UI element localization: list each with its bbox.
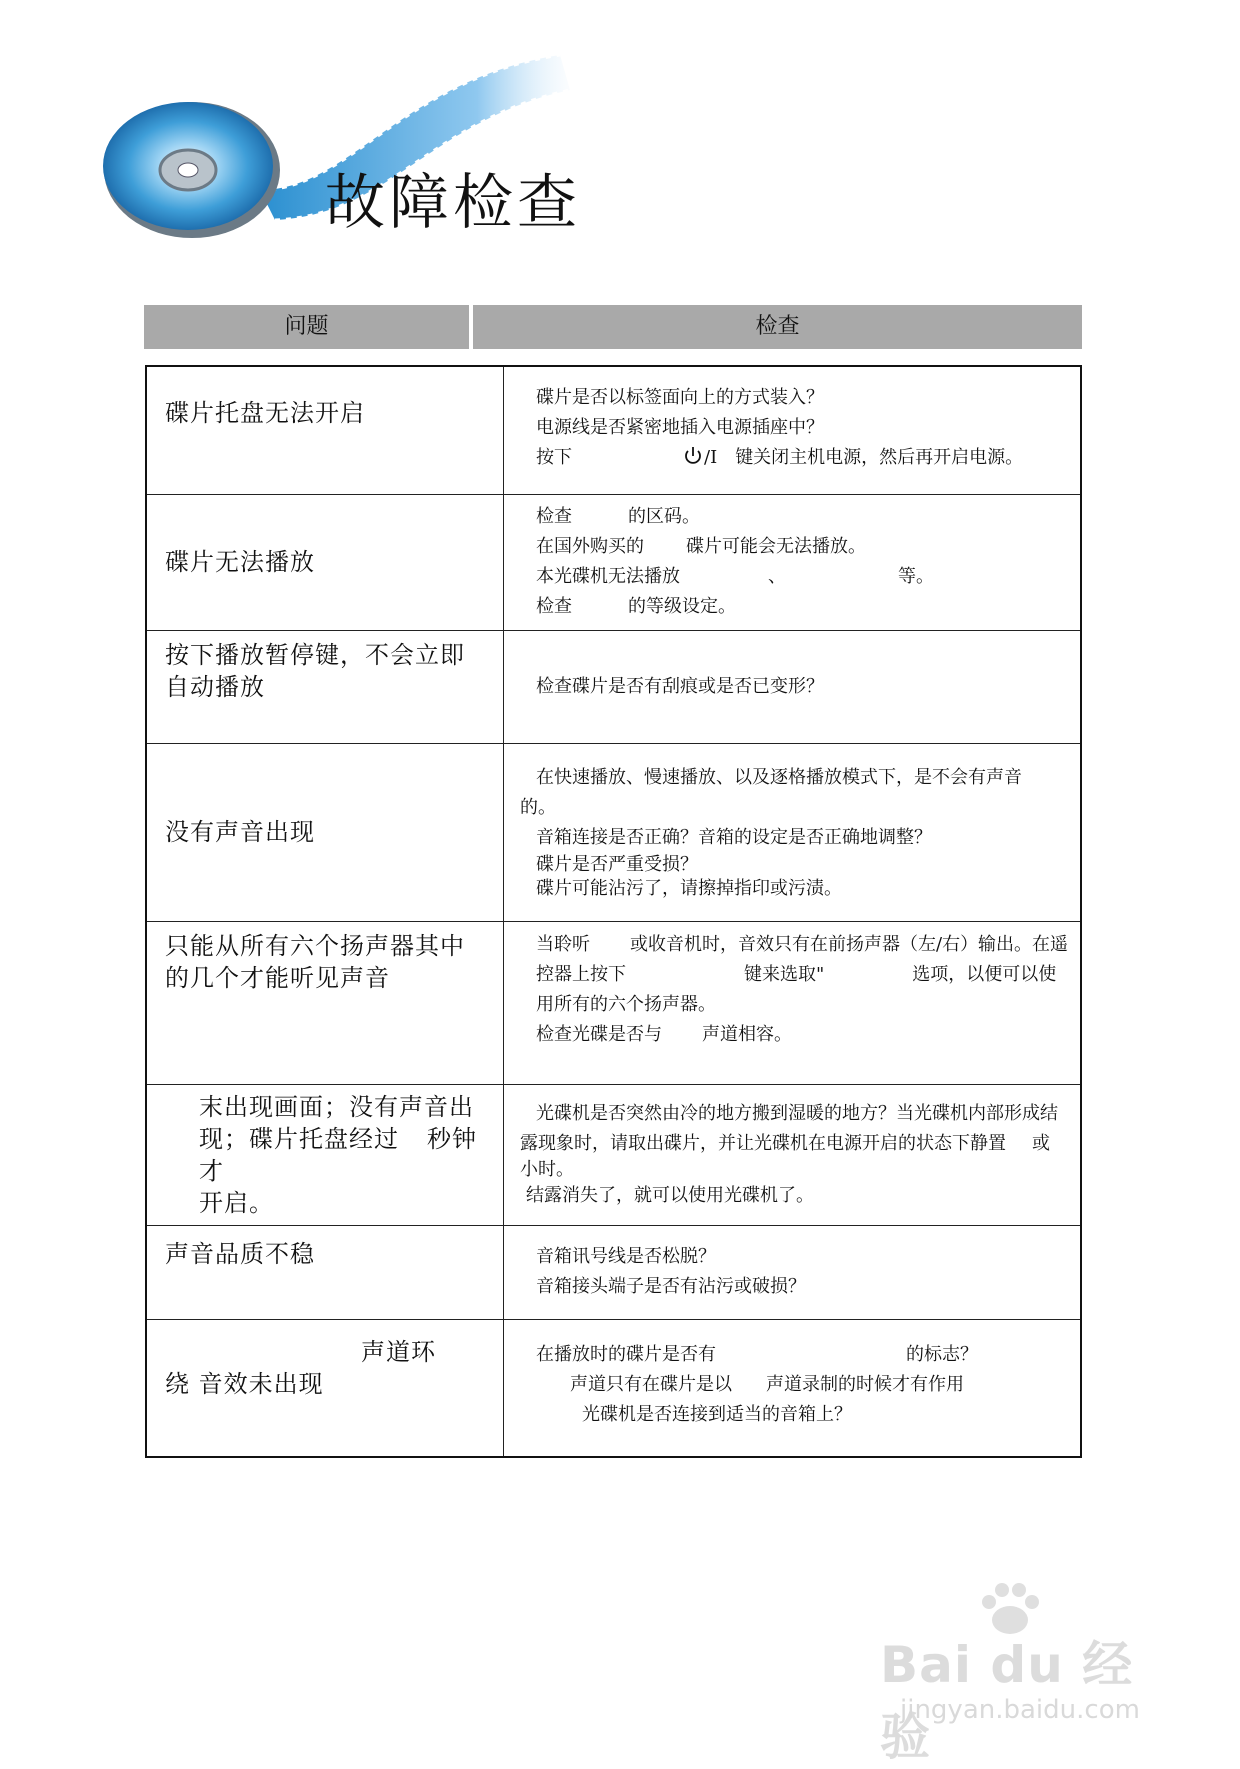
check-text: 键来选取": [744, 963, 825, 985]
check-text: 当聆听: [536, 933, 590, 955]
troubleshooting-table: [145, 365, 1082, 1458]
check-line: [536, 502, 1066, 532]
check-cell: [504, 366, 1082, 494]
problem-cell: 碟片托盘无法开启: [146, 366, 504, 494]
check-line: [536, 562, 1066, 592]
check-text: 、: [768, 566, 786, 587]
check-text: 检查: [536, 506, 572, 527]
check-line: 用所有的六个扬声器。: [536, 993, 716, 1015]
table-row: [146, 1225, 1081, 1319]
check-line: 光碟机是否突然由冷的地方搬到湿暖的地方？当光碟机内部形成结: [536, 1102, 1058, 1124]
check-text: 的区码。: [628, 506, 700, 527]
table-row: [146, 1319, 1081, 1457]
check-text: 键关闭主机电源，然后再开启电源。: [735, 446, 1024, 468]
problem-cell: 只能从所有六个扬声器其中的几个才能听见声音: [146, 921, 504, 1084]
page-title: 故障检查: [325, 168, 581, 238]
table-row: [146, 366, 1081, 494]
check-line: 碟片是否严重受损？: [536, 854, 698, 875]
check-line: 光碟机是否连接到适当的音箱上？: [582, 1403, 852, 1425]
problem-cell: 声音品质不稳: [146, 1225, 504, 1319]
check-line: 结露消失了，就可以使用光碟机了。: [526, 1184, 814, 1206]
check-text: 声道录制的时候才有作用: [766, 1373, 964, 1395]
table-row: [146, 630, 1081, 743]
check-text: 选项，以便可以使: [912, 963, 1057, 985]
check-line: 碟片是否以标签面向上的方式装入？: [536, 386, 824, 408]
check-cell: [504, 921, 1082, 1084]
problem-cell: 按下播放暂停键，不会立即自动播放: [146, 630, 504, 743]
check-line: [536, 960, 1072, 990]
check-text: 声道相容。: [702, 1023, 792, 1045]
problem-cell: [146, 1319, 504, 1457]
check-line: [536, 1370, 1066, 1400]
table-row: [146, 743, 1081, 921]
check-line: [536, 532, 1066, 562]
watermark-brand: Bai du 经验: [880, 1636, 1134, 1766]
problem-text: 秒钟才: [199, 1124, 477, 1185]
check-text: 在播放时的碟片是否有: [536, 1343, 716, 1365]
check-text: 等。: [898, 566, 934, 587]
table-header: [144, 305, 1082, 349]
check-line: [536, 592, 1066, 622]
check-cell: [504, 630, 1082, 743]
check-line: [536, 1340, 1066, 1370]
check-text: 控器上按下: [536, 963, 626, 985]
check-line: 的。: [520, 797, 556, 818]
check-text: 的等级设定。: [628, 596, 736, 617]
check-text: 碟片可能会无法播放。: [686, 536, 866, 557]
check-cell: [504, 1225, 1082, 1319]
baidu-watermark: [880, 1580, 1180, 1766]
check-line: [520, 1129, 1072, 1159]
check-line: 按下 /I 键关闭主机电源，然后再开启电源。: [536, 446, 1024, 468]
problem-cell: 没有声音出现: [146, 743, 504, 921]
table-row: [146, 1084, 1081, 1225]
check-cell: [504, 1319, 1082, 1457]
table-row: [146, 494, 1081, 630]
check-text: 检查: [536, 596, 572, 617]
problem-text: 末出现画面；没有声音出现；碟片托盘经过: [199, 1092, 474, 1153]
check-text: 或: [1032, 1132, 1050, 1154]
check-cell: [504, 1084, 1082, 1225]
check-line: [536, 930, 1072, 960]
check-text: 声道只有在碟片是以: [570, 1373, 732, 1395]
header-problem: 问题: [144, 305, 469, 349]
check-line: 碟片可能沾污了，请擦掉指印或污渍。: [536, 878, 842, 899]
check-line: 音箱讯号线是否松脱？: [536, 1246, 716, 1267]
problem-text: 开启。: [199, 1188, 274, 1217]
check-text: 在国外购买的: [536, 536, 644, 557]
table-row: [146, 921, 1081, 1084]
check-text: 露现象时，请取出碟片，并让光碟机在电源开启的状态下静置: [520, 1132, 1006, 1154]
problem-text: 声道环: [361, 1337, 436, 1366]
check-text: 或收音机时，音效只有在前扬声器（左/右）输出。在遥: [630, 933, 1069, 955]
check-text: 的标志？: [906, 1343, 978, 1365]
check-line: 电源线是否紧密地插入电源插座中？: [536, 416, 824, 438]
check-cell: [504, 743, 1082, 921]
problem-cell: [146, 1084, 504, 1225]
check-line: 音箱连接是否正确？音箱的设定是否正确地调整？: [536, 827, 932, 848]
check-line: [536, 1020, 1072, 1050]
check-text: 检查光碟是否与: [536, 1023, 662, 1045]
check-text: 本光碟机无法播放: [536, 566, 680, 587]
check-line: 检查碟片是否有刮痕或是否已变形？: [536, 675, 824, 697]
power-icon: [682, 446, 704, 466]
check-text: 按下: [536, 446, 572, 468]
problem-cell: 碟片无法播放: [146, 494, 504, 630]
watermark-url: jingyan.baidu.com: [900, 1695, 1140, 1725]
check-line: 在快速播放、慢速播放、以及逐格播放模式下，是不会有声音: [536, 767, 1022, 788]
header-check: 检查: [473, 305, 1082, 349]
check-line: 音箱接头端子是否有沾污或破损？: [536, 1276, 806, 1297]
check-cell: [504, 494, 1082, 630]
check-line: 小时。: [520, 1158, 574, 1180]
problem-text: 绕 音效未出现: [165, 1369, 324, 1398]
